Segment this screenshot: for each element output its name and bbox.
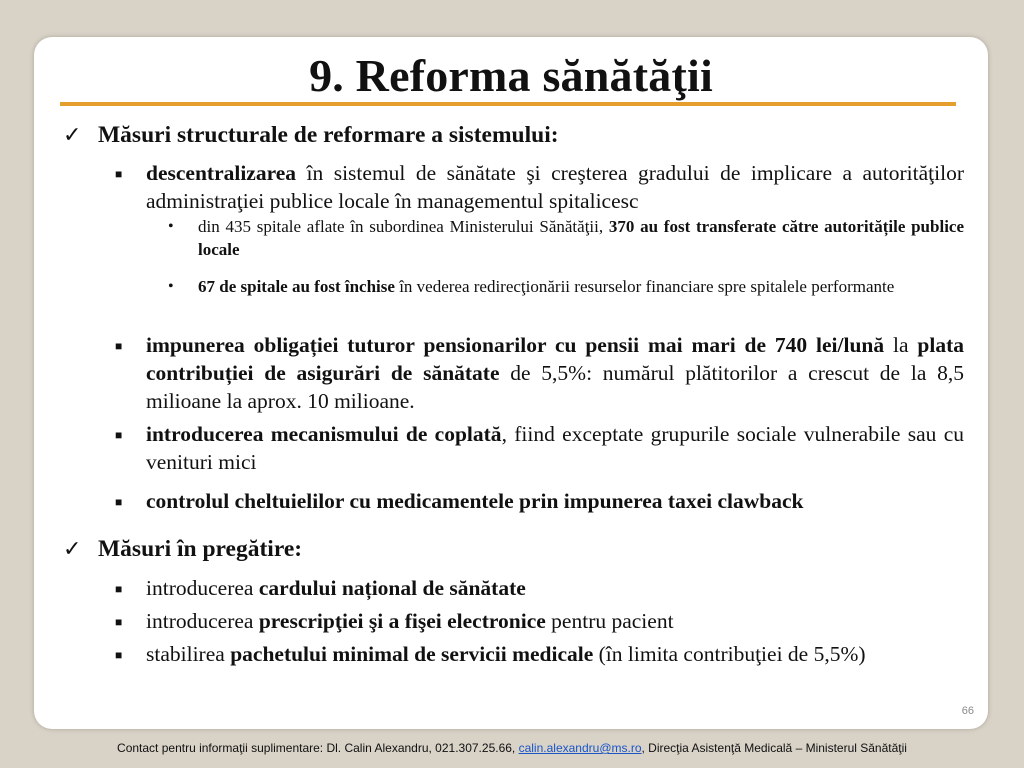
list-item: ■ introducerea prescripţiei şi a fişei electronice pentru pacient [146, 607, 964, 635]
contact-email-link[interactable]: calin.alexandru@ms.ro [518, 741, 642, 755]
section-heading-preparation: ✓ Măsuri în pregătire: [63, 536, 303, 562]
page-number: 66 [961, 705, 974, 717]
list-item: ■ descentralizarea în sistemul de sănătate şi creşterea gradului de implicare a autorităţilor administraţiei publice locale în managementul spitalicesc [115, 161, 964, 213]
list-item: ■ impunerea obligației tuturor pensionarilor cu pensii mai mari de 740 lei/lună la plata contribuției de asigurări de sănătate de 5,5%: numărul plătitorilor a crescut de la 8,5 milioane la aprox. 10 milioane. [115, 333, 964, 413]
check-mark-icon: ✓ [63, 122, 82, 147]
sub-list-item: • 67 de spitale au fost închise în vederea redirecţionării resurselor financiare spre spitalele performante [168, 277, 895, 296]
title-underline [60, 102, 956, 106]
sub-list-item: • din 435 spitale aflate în subordinea Ministerului Sănătăţii, 370 au fost transferate către autoritățile publice locale [168, 217, 965, 259]
list-item: ■ controlul cheltuielilor cu medicamentele prin impunerea taxei clawback [146, 487, 964, 515]
list-item: ■ introducerea mecanismului de coplată, fiind exceptate grupurile sociale vulnerabile sau cu venituri mici [115, 422, 964, 474]
square-bullet-icon: ■ [115, 648, 123, 662]
footer-contact-prefix: Contact pentru informaţii suplimentare: Dl. Calin Alexandru, 021.307.25.66, [117, 741, 519, 755]
square-bullet-icon: ■ [115, 339, 123, 353]
dot-bullet-icon: • [168, 278, 174, 295]
section-heading-structural: ✓ Măsuri structurale de reformare a sistemului: [63, 122, 559, 148]
slide-title: 9. Reforma sănătăţii [309, 50, 713, 101]
footer-contact-suffix: , Direcţia Asistenţă Medicală – Ministerul Sănătăţii [641, 741, 907, 755]
slide-card [34, 37, 988, 729]
square-bullet-icon: ■ [115, 167, 123, 181]
contact-footer [0, 741, 1024, 755]
list-item: ■ introducerea cardului național de sănătate [146, 574, 964, 602]
square-bullet-icon: ■ [115, 615, 123, 629]
list-item: ■ stabilirea pachetului minimal de servicii medicale (în limita contribuţiei de 5,5%) [146, 640, 964, 668]
square-bullet-icon: ■ [115, 428, 123, 442]
square-bullet-icon: ■ [115, 495, 123, 509]
square-bullet-icon: ■ [115, 582, 123, 596]
check-mark-icon: ✓ [63, 536, 82, 561]
dot-bullet-icon: • [168, 218, 174, 235]
